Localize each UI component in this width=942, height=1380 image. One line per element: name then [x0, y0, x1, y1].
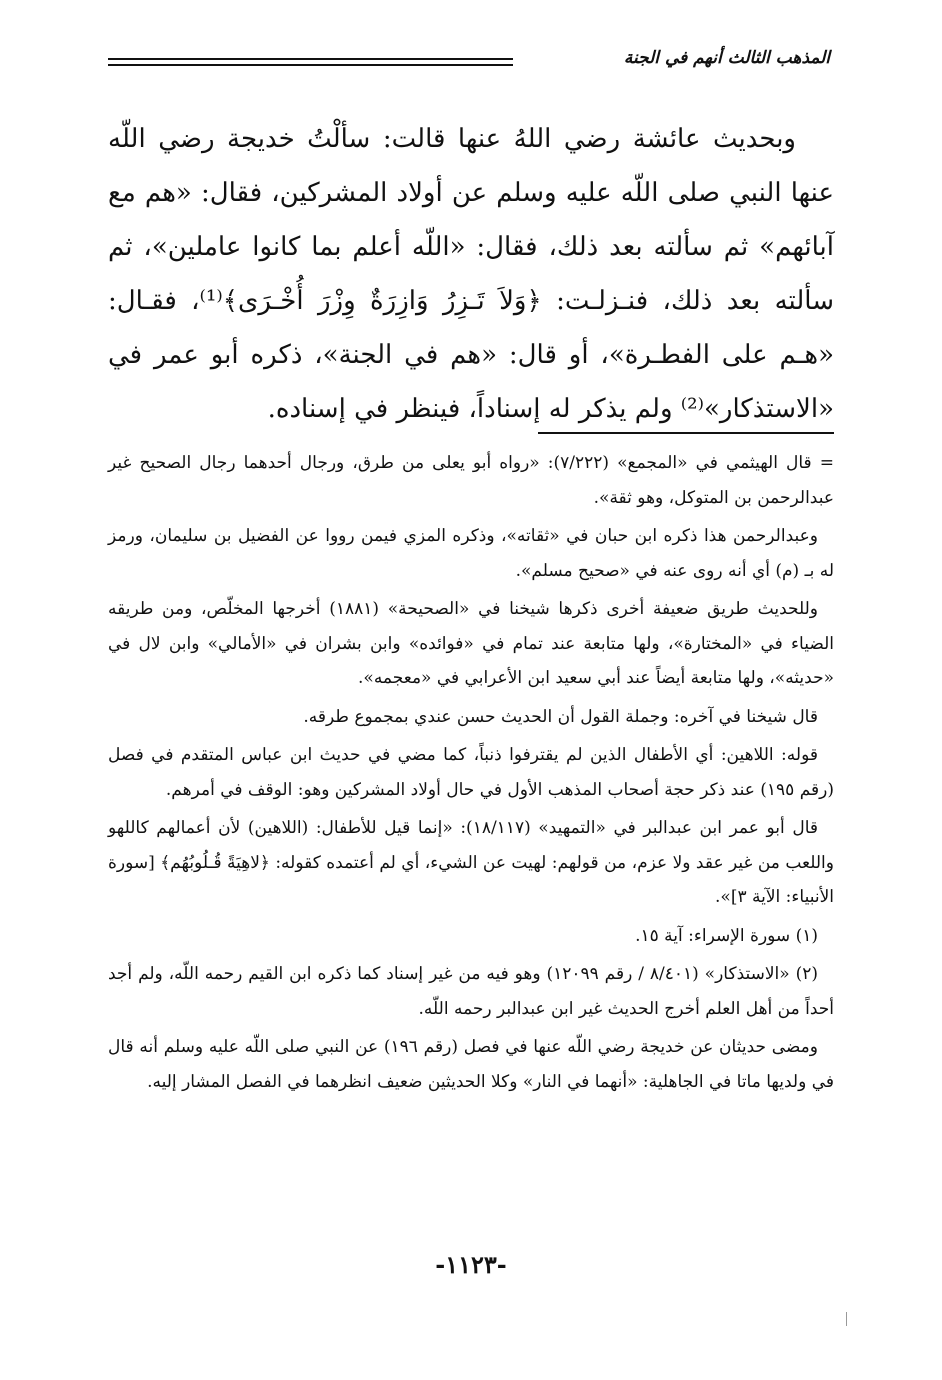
page-header	[108, 44, 830, 84]
footnote-paragraph: وللحديث طريق ضعيفة أخرى ذكرها شيخنا في «الصحيحة» (١٨٨١) أخرجها المخلّص، ومن طريقه الضياء في «المختارة»، ولها متابعة عند تمام في «فوائده» وابن بشران في «الأمالي» وابن لال في «حديثه»، ولها متابعة أيضاً عند أبي سعيد ابن الأعرابي في «معجمه».	[108, 599, 834, 688]
footnote-2: (٢) «الاستذكار» (٨/٤٠١ / رقم ١٢٠٩٩) وهو فيه من غير إسناد كما ذكره ابن القيم رحمه اللّه، ولم أجد أحداً من أهل العلم أخرج الحديث غير ابن عبدالبر رحمه اللّه.	[108, 964, 834, 1019]
footnotes	[108, 446, 834, 1103]
footnote-paragraph: قوله: اللاهين: أي الأطفال الذين لم يقترفوا ذنباً، كما مضي في حديث ابن عباس المتقدم في فصل (رقم ١٩٥) عند ذكر حجة أصحاب المذهب الأول في حال أولاد المشركين وهو: الوقف في أمرهم.	[108, 745, 834, 800]
footnote-paragraph: قال شيخنا في آخره: وجملة القول أن الحديث حسن عندي بمجموع طرقه.	[303, 706, 818, 727]
footnote-paragraph: قال أبو عمر ابن عبدالبر في «التمهيد» (١٨/١١٧): «إنما قيل للأطفال: (اللاهين) لأن أعمالهم كاللهو واللعب من غير عقد ولا عزم، من قولهم: لهيت عن الشيء، أي لم أعتمده كقوله: ﴿لاهِيَةً قُـلُوبُهُم﴾ [سورة الأنبياء: الآية ٣]».	[108, 818, 834, 907]
footnote-paragraph: = قال الهيثمي في «المجمع» (٧/٢٢٢): «رواه أبو يعلى من طرق، ورجال أحدهما رجال الصحيح غير عبدالرحمن بن المتوكل، وهو ثقة».	[108, 453, 834, 508]
main-text	[108, 112, 834, 436]
footnote-paragraph: ومضى حديثان عن خديجة رضي اللّه عنها في فصل (رقم ١٩٦) عن النبي صلى اللّه عليه وسلم أنه قال في ولديها ماتا في الجاهلية: «أنهما في النار» وكلا الحديثين ضعيف انظرهما في الفصل المشار إليه.	[108, 1037, 834, 1092]
main-paragraph: وبحديث عائشة رضي اللهُ عنها قالت: سألْتُ خديجة رضي اللّه عنها النبي صلى اللّه عليه وسلم عن أولاد المشركين، فقال: «هم مع آبائهم» ثم سألته بعد ذلك، فقال: «اللّه أعلم بما كانوا عاملين»، ثم سألته بعد ذلك، فنـزلـت: ﴿وَلاَ تَـزِرُ وَازِرَةٌ وِزْرَ أُخْـرَى﴾⁽¹⁾، فقـال: «هـم على الفطـرة»، أو قال: «هم في الجنة»، ذكره أبو عمر في «الاستذكار»⁽²⁾ ولم يذكر له إسناداً، فينظر في إسناده.	[108, 124, 834, 424]
page-number: -١١٢٣-	[435, 1250, 507, 1279]
footnote-paragraph: وعبدالرحمن هذا ذكره ابن حبان في «ثقاته»، وذكره المزي فيمن رووا عن الفضيل بن سليمان، ورمز له بـ (م) أي أنه روى عنه في «صحيح مسلم».	[108, 526, 834, 581]
scan-edge-mark	[846, 1312, 847, 1326]
footnote-separator	[538, 432, 834, 434]
header-double-rule	[108, 58, 513, 66]
footnote-1: (١) سورة الإسراء: آية ١٥.	[635, 925, 818, 946]
running-title: المذهب الثالث أنهم في الجنة	[623, 48, 830, 68]
